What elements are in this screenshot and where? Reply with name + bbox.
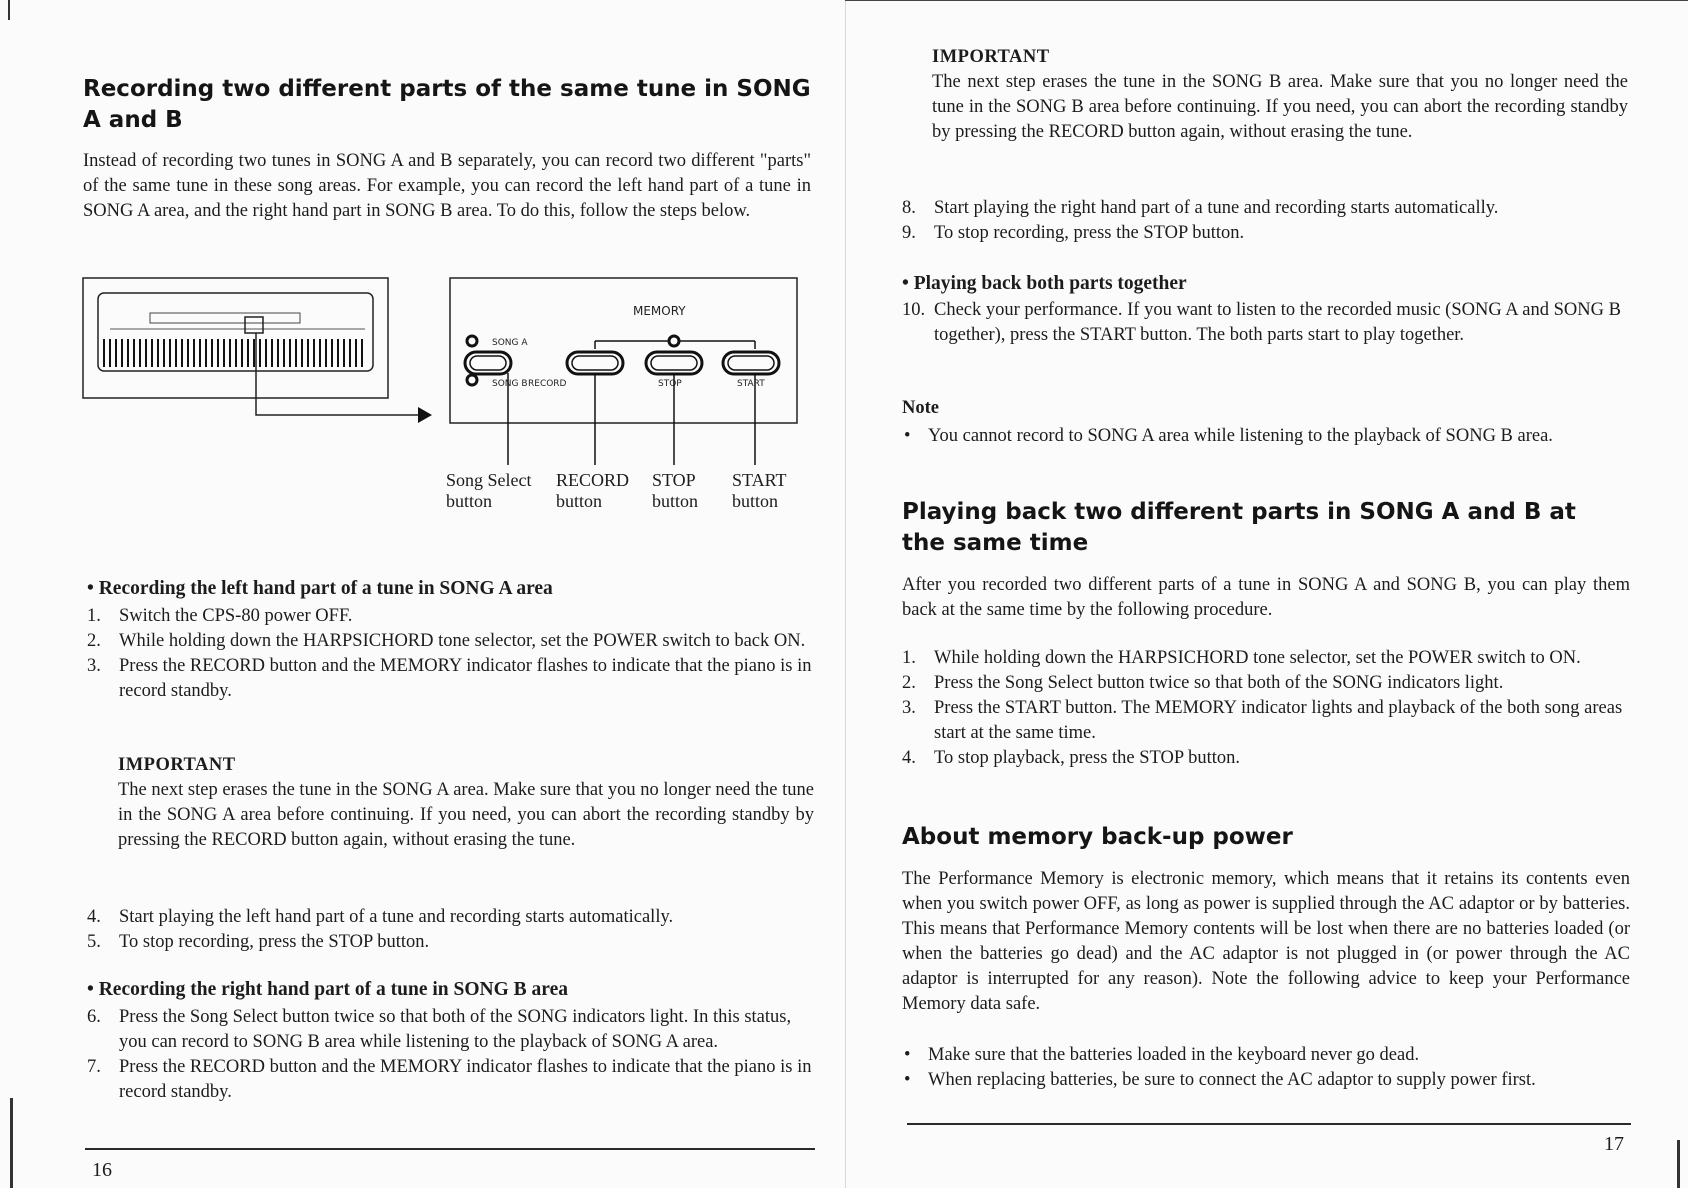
step-number: 6.: [87, 1007, 101, 1027]
step-text: While holding down the HARPSICHORD tone selector, set the POWER switch to ON.: [934, 648, 1581, 668]
step-text: Press the RECORD button and the MEMORY indicator flashes to indicate that the piano is in record standby.: [119, 656, 812, 701]
start-button-label: START: [737, 379, 765, 389]
step-text: To stop playback, press the STOP button.: [934, 748, 1240, 768]
step-number: 4.: [87, 907, 101, 927]
caption-line: Song Select: [446, 470, 532, 490]
list-item: [902, 1068, 1629, 1093]
pointer-arrowhead: [418, 407, 432, 423]
step-text: Check your performance. If you want to listen to the recorded music (SONG A and SONG B together), press the START button. The both parts start to play together.: [934, 300, 1621, 345]
intro-paragraph: Instead of recording two tunes in SONG A and B separately, you can record two different "parts" of the same tune in these song areas. For example, you can record the left hand part of a tune in SONG A area, and the right hand part in SONG B area. To do this, follow the steps below.: [83, 151, 811, 221]
step-number: 1.: [902, 648, 916, 668]
caption-line: button: [446, 491, 493, 511]
caption-record: [556, 470, 646, 512]
list-item: [902, 646, 1629, 671]
list-item: [902, 746, 1629, 771]
caption-song-select: [446, 470, 546, 512]
important-text-a: The next step erases the tune in the SONG A area. Make sure that you no longer need the tune in the SONG A area before continuing. If you need, you can abort the recording standby by pressing the RECORD button again, without erasing the tune.: [118, 780, 814, 850]
footer-rule-right: [907, 1123, 1631, 1125]
list-item: [902, 1043, 1629, 1068]
memory-indicator: [669, 336, 679, 346]
song-b-label: SONG B: [492, 379, 528, 389]
section-heading-playback: Playing back two different parts in SONG A and B at the same time: [902, 499, 1576, 556]
section-heading-recording: Recording two different parts of the same tune in SONG A and B: [83, 76, 811, 133]
song-b-indicator: [467, 375, 477, 385]
caption-start: [732, 470, 802, 512]
step-text: Start playing the left hand part of a tune and recording starts automatically.: [119, 907, 674, 927]
list-item: [87, 1055, 814, 1105]
display-strip: [150, 313, 300, 323]
caption-stop: [652, 470, 722, 512]
step-text: To stop recording, press the STOP button.: [119, 932, 430, 952]
bullet: •: [904, 426, 911, 446]
record-button: [567, 352, 623, 374]
important-text-b: The next step erases the tune in the SONG B area. Make sure that you no longer need the tune in the SONG B area before continuing. If you need, you can abort the recording standby by pressing the RECORD button again, without erasing the tune.: [932, 72, 1628, 142]
bullet: •: [904, 1070, 911, 1090]
steps-1-3: [87, 604, 814, 704]
bullet-text: Make sure that the batteries loaded in the keyboard never go dead.: [928, 1045, 1420, 1065]
note-heading: Note: [902, 398, 939, 418]
song-a-label: SONG A: [492, 338, 528, 348]
step-number: 5.: [87, 932, 101, 952]
step-text: Press the RECORD button and the MEMORY indicator flashes to indicate that the piano is in record standby.: [119, 1057, 812, 1102]
section-heading-backup: About memory back-up power: [902, 824, 1293, 850]
note-text: You cannot record to SONG A area while listening to the playback of SONG B area.: [928, 426, 1553, 446]
keyboard-frame: [83, 278, 388, 398]
footer-rule-left: [85, 1148, 815, 1150]
step-text: Press the Song Select button twice so that both of the SONG indicators light.: [934, 673, 1504, 693]
list-item: [902, 424, 1629, 449]
caption-line: button: [652, 491, 699, 511]
step-10: [902, 298, 1629, 348]
song-a-indicator: [467, 336, 477, 346]
playback-intro: After you recorded two different parts of a tune in SONG A and SONG B, you can play them back at the same time by the following procedure.: [902, 575, 1630, 620]
step-text: Press the START button. The MEMORY indicator lights and playback of the both song areas start at the same time.: [934, 698, 1623, 743]
step-text: Start playing the right hand part of a tune and recording starts automatically.: [934, 198, 1499, 218]
steps-4-5: [87, 905, 814, 955]
list-item: [902, 671, 1629, 696]
subheading-left-hand: • Recording the left hand part of a tune in SONG A area: [87, 578, 553, 599]
playback-steps: [902, 646, 1629, 771]
song-select-button: [465, 352, 511, 374]
subheading-playback-both: • Playing back both parts together: [902, 273, 1187, 294]
memory-label: MEMORY: [633, 304, 686, 318]
start-button: [723, 352, 779, 374]
step-number: 4.: [902, 748, 916, 768]
scan-edge-mark-bottom: [10, 1098, 13, 1188]
note-list: [902, 424, 1629, 449]
scan-edge-mark-right: [1677, 1140, 1680, 1188]
keyboard-keys: [104, 339, 362, 367]
backup-paragraph: The Performance Memory is electronic memory, which means that it retains its contents even when you switch power OFF, as long as power is supplied through the AC adaptor or by batteries. This means that Performance Memory contents will be lost when there are no batteries loaded (or when the batteries go dead) and the AC adaptor is not plugged in (or power through the AC adaptor is interrupted for any reason). Note the following advice to keep your Performance Memory data safe.: [902, 869, 1630, 1014]
step-number: 2.: [87, 631, 101, 651]
step-number: 3.: [87, 656, 101, 676]
page-number-right: 17: [1604, 1133, 1624, 1155]
list-item: [87, 1005, 814, 1055]
steps-8-9: [902, 196, 1629, 246]
backup-bullets: [902, 1043, 1629, 1093]
memory-panel-location: [245, 317, 263, 333]
step-number: 7.: [87, 1057, 101, 1077]
caption-line: START: [732, 470, 787, 490]
list-item: [902, 696, 1629, 746]
caption-line: button: [732, 491, 779, 511]
important-heading-a: IMPORTANT: [118, 755, 236, 775]
step-number: 3.: [902, 698, 916, 718]
step-text: While holding down the HARPSICHORD tone selector, set the POWER switch to back ON.: [119, 631, 806, 651]
list-item: [87, 654, 814, 704]
caption-line: button: [556, 491, 603, 511]
bullet-text: When replacing batteries, be sure to connect the AC adaptor to supply power first.: [928, 1070, 1536, 1090]
step-number: 10.: [902, 300, 926, 320]
list-item: [87, 629, 814, 654]
step-number: 1.: [87, 606, 101, 626]
step-number: 9.: [902, 223, 916, 243]
stop-button: [646, 352, 702, 374]
caption-line: STOP: [652, 470, 696, 490]
stop-button-label: STOP: [658, 379, 682, 389]
bullet: •: [904, 1045, 911, 1065]
list-item: [902, 298, 1629, 348]
step-number: 8.: [902, 198, 916, 218]
record-button-label: RECORD: [528, 379, 567, 389]
step-text: Press the Song Select button twice so that both of the SONG indicators light. In this status, you can record to SONG B area while listening to the playback of SONG A area.: [119, 1007, 792, 1052]
right-page: [845, 0, 1688, 1188]
step-number: 2.: [902, 673, 916, 693]
caption-line: RECORD: [556, 470, 630, 490]
list-item: [87, 905, 814, 930]
step-text: Switch the CPS-80 power OFF.: [119, 606, 353, 626]
list-item: [87, 930, 814, 955]
list-item: [902, 196, 1629, 221]
step-text: To stop recording, press the STOP button.: [934, 223, 1245, 243]
subheading-right-hand: • Recording the right hand part of a tune in SONG B area: [87, 979, 568, 1000]
important-heading-b: IMPORTANT: [932, 47, 1050, 67]
list-item: [902, 221, 1629, 246]
page-number-left: 16: [92, 1159, 112, 1181]
steps-6-7: [87, 1005, 814, 1105]
list-item: [87, 604, 814, 629]
